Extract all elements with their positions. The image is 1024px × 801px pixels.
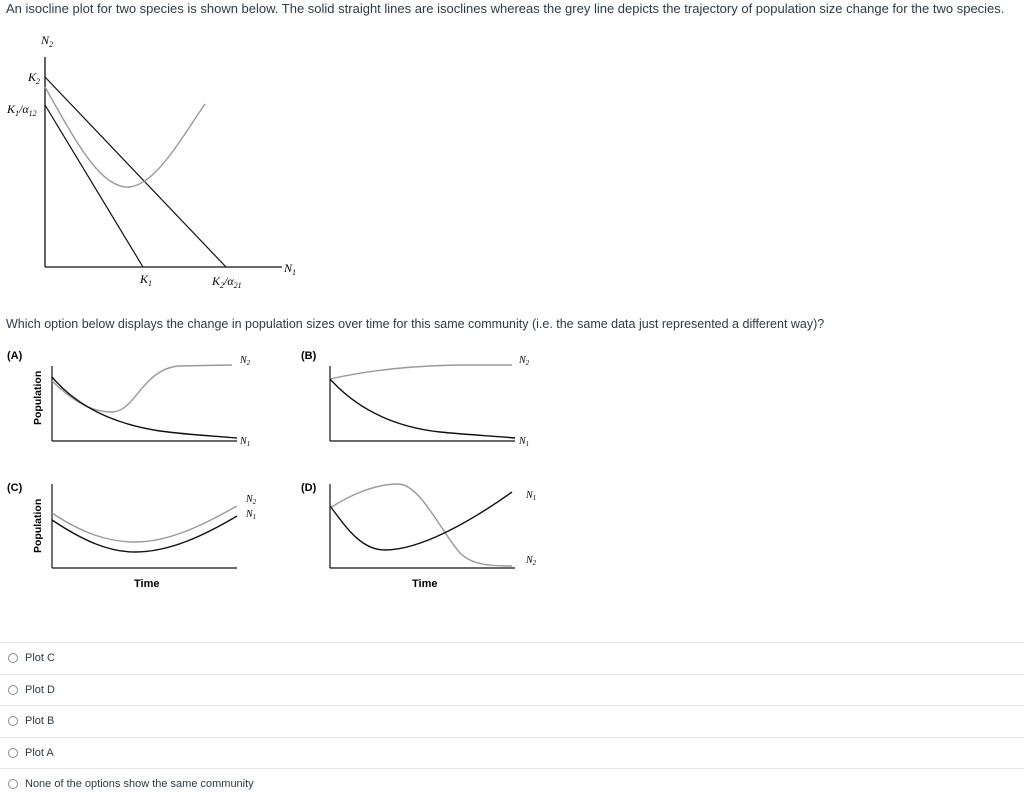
option-plot-c[interactable] <box>0 642 1024 674</box>
plot-c-top-series: $N_2$ <box>246 494 257 506</box>
plot-a-label: (A) <box>7 350 23 362</box>
radio-button[interactable] <box>8 685 18 695</box>
option-label: Plot C <box>25 652 55 665</box>
plot-a-bottom-series: $N_1$ <box>240 436 251 448</box>
plot-b-black-line <box>330 379 515 438</box>
plot-b-top-series: $N_2$ <box>519 355 530 367</box>
plot-d-top-series: $N_1$ <box>526 490 537 502</box>
isocline-plot <box>6 33 296 290</box>
option-label: Plot B <box>25 715 55 728</box>
option-plot-d[interactable] <box>0 674 1024 706</box>
y-axis-label: $N_2$ <box>41 33 54 49</box>
k2-over-a21-label: $K_2/\alpha_{21}$ <box>212 274 242 290</box>
plot-d-label: (D) <box>301 482 317 494</box>
question-prompt: Which option below displays the change in population sizes over time for this same community (i.e. the same data just represented a different way)? <box>6 317 825 331</box>
plot-d-grey-line <box>330 484 512 566</box>
option-label: Plot D <box>25 683 55 696</box>
plot-c-y-label: Population <box>32 498 44 553</box>
plot-c-x-label: Time <box>134 578 160 590</box>
plot-a-top-series: $N_2$ <box>240 355 251 367</box>
option-label: None of the options show the same community <box>25 778 254 791</box>
isocline-species-2 <box>45 77 226 267</box>
plot-a-y-label: Population <box>32 370 44 425</box>
option-none[interactable] <box>0 768 1024 800</box>
k1-label: $K_1$ <box>140 272 153 288</box>
k2-label: $K_2$ <box>28 70 41 86</box>
plot-d-black-line <box>330 492 512 550</box>
plot-c-label: (C) <box>7 482 23 494</box>
option-plot-b[interactable] <box>0 705 1024 737</box>
x-axis-label: $N_1$ <box>284 261 297 277</box>
plot-a <box>7 350 251 448</box>
plot-b-grey-line <box>330 365 512 379</box>
radio-button[interactable] <box>8 653 18 663</box>
plot-c-bottom-series: $N_1$ <box>246 509 257 521</box>
question-intro: An isocline plot for two species is shown below. The solid straight lines are isoclines whereas the grey line depicts the trajectory of population size change for the two species. <box>6 1 1005 16</box>
plot-c <box>7 482 257 590</box>
radio-button[interactable] <box>8 748 18 758</box>
answer-options <box>0 642 1024 800</box>
plot-a-grey-line <box>52 365 232 412</box>
plot-d-bottom-series: $N_2$ <box>526 555 537 567</box>
option-label: Plot A <box>25 746 54 759</box>
plot-d-x-label: Time <box>412 578 438 590</box>
plot-d <box>301 482 537 590</box>
plot-b <box>301 350 530 448</box>
k1-over-a12-label: $K_1/\alpha_{12}$ <box>7 102 37 118</box>
radio-button[interactable] <box>8 716 18 726</box>
plot-b-bottom-series: $N_1$ <box>519 436 530 448</box>
option-plot-a[interactable] <box>0 737 1024 769</box>
plot-b-label: (B) <box>301 350 317 362</box>
radio-button[interactable] <box>8 779 18 789</box>
